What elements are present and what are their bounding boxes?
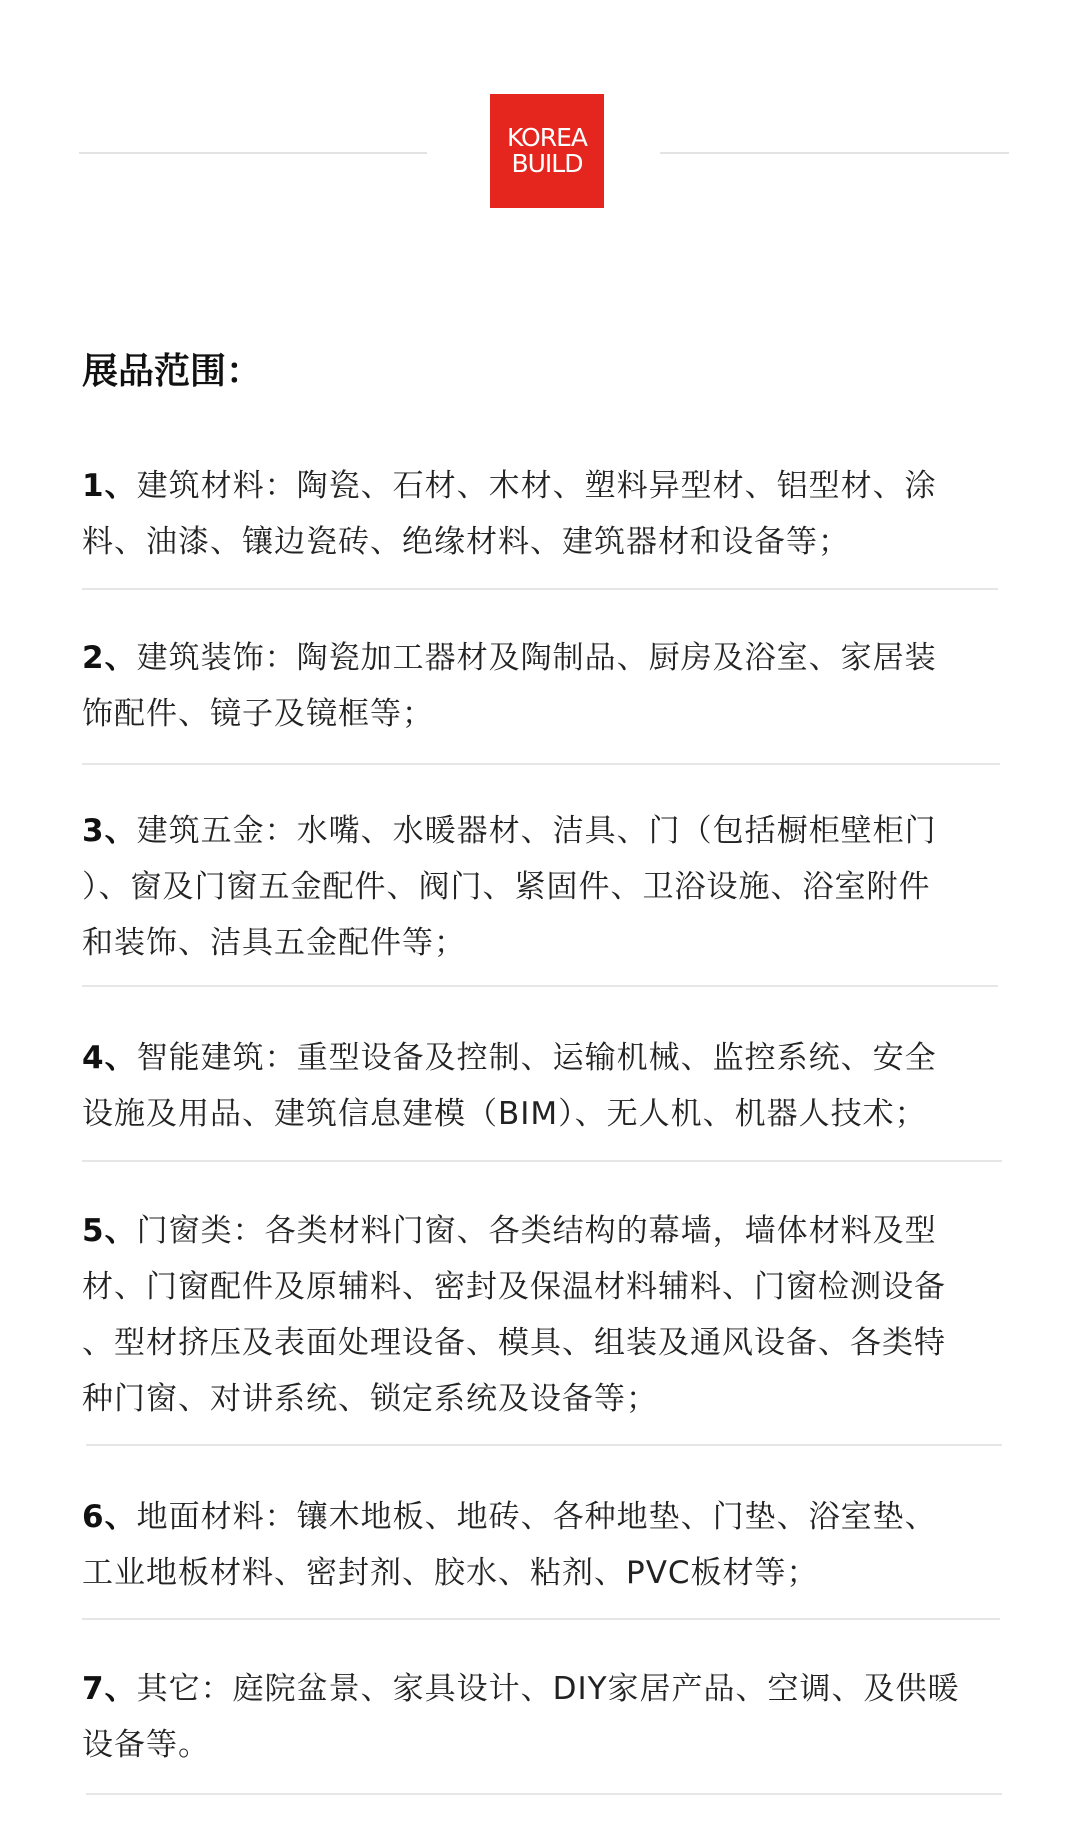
item-text: 建筑材料：陶瓷、石材、木材、塑料异型材、铝型材、涂: [136, 468, 937, 504]
list-item-1: [82, 458, 1002, 570]
item-number: 7、: [82, 1671, 137, 1707]
divider: [86, 1444, 1002, 1446]
item-text: 地面材料：镶木地板、地砖、各种地垫、门垫、浴室垫、: [136, 1499, 937, 1535]
list-item-line: 设备等。: [82, 1727, 210, 1763]
item-text: 建筑装饰：陶瓷加工器材及陶制品、厨房及浴室、家居装: [136, 640, 937, 676]
divider: [82, 588, 998, 590]
item-number: 5、: [82, 1213, 137, 1249]
section-title: 展品范围：: [82, 351, 263, 392]
divider: [86, 1793, 1002, 1795]
list-item-line: [82, 1030, 1002, 1086]
logo-text-line1: KOREA: [507, 123, 587, 152]
item-text: 门窗类：各类材料门窗、各类结构的幕墙，墙体材料及型: [136, 1213, 937, 1249]
list-item-line: 设施及用品、建筑信息建模（BIM）、无人机、机器人技术；: [82, 1096, 927, 1132]
list-item-line: 料、油漆、镶边瓷砖、绝缘材料、建筑器材和设备等；: [82, 524, 850, 560]
list-item-5: [82, 1203, 1002, 1427]
list-item-line: ）、窗及门窗五金配件、阀门、紧固件、卫浴设施、浴室附件: [82, 869, 931, 905]
list-item-line: 种门窗、对讲系统、锁定系统及设备等；: [82, 1381, 658, 1417]
list-item-line: 工业地板材料、密封剂、胶水、粘剂、PVC板材等；: [82, 1555, 819, 1591]
divider: [82, 985, 998, 987]
item-text: 智能建筑：重型设备及控制、运输机械、监控系统、安全: [136, 1040, 937, 1076]
item-number: 3、: [82, 813, 137, 849]
list-item-4: [82, 1030, 1002, 1142]
item-number: 6、: [82, 1499, 137, 1535]
list-item-line: [82, 630, 1002, 686]
list-item-line: [82, 458, 1002, 514]
header-divider-left: [79, 152, 427, 154]
divider: [82, 1160, 1002, 1162]
list-item-6: [82, 1489, 1002, 1601]
list-item-2: [82, 630, 1002, 742]
list-item-7: [82, 1661, 1002, 1773]
list-item-line: [82, 803, 1002, 859]
item-number: 4、: [82, 1040, 137, 1076]
divider: [82, 1618, 1000, 1620]
list-item-line: 和装饰、洁具五金配件等；: [82, 925, 466, 961]
item-text: 其它：庭院盆景、家具设计、DIY家居产品、空调、及供暖: [136, 1671, 960, 1707]
item-text: 建筑五金：水嘴、水暖器材、洁具、门（包括橱柜壁柜门: [136, 813, 937, 849]
list-item-line: [82, 1203, 1002, 1259]
item-number: 2、: [82, 640, 137, 676]
item-number: 1、: [82, 468, 137, 504]
list-item-3: [82, 803, 1002, 971]
divider: [82, 763, 1000, 765]
list-item-line: 材、门窗配件及原辅料、密封及保温材料辅料、门窗检测设备: [82, 1269, 946, 1305]
list-item-line: 饰配件、镜子及镜框等；: [82, 696, 434, 732]
logo-text-line2: BUILD: [511, 149, 583, 178]
header-divider-right: [660, 152, 1009, 154]
korea-build-logo: [490, 94, 604, 208]
list-item-line: [82, 1661, 1002, 1717]
list-item-line: 、型材挤压及表面处理设备、模具、组装及通风设备、各类特: [82, 1325, 946, 1361]
list-item-line: [82, 1489, 1002, 1545]
